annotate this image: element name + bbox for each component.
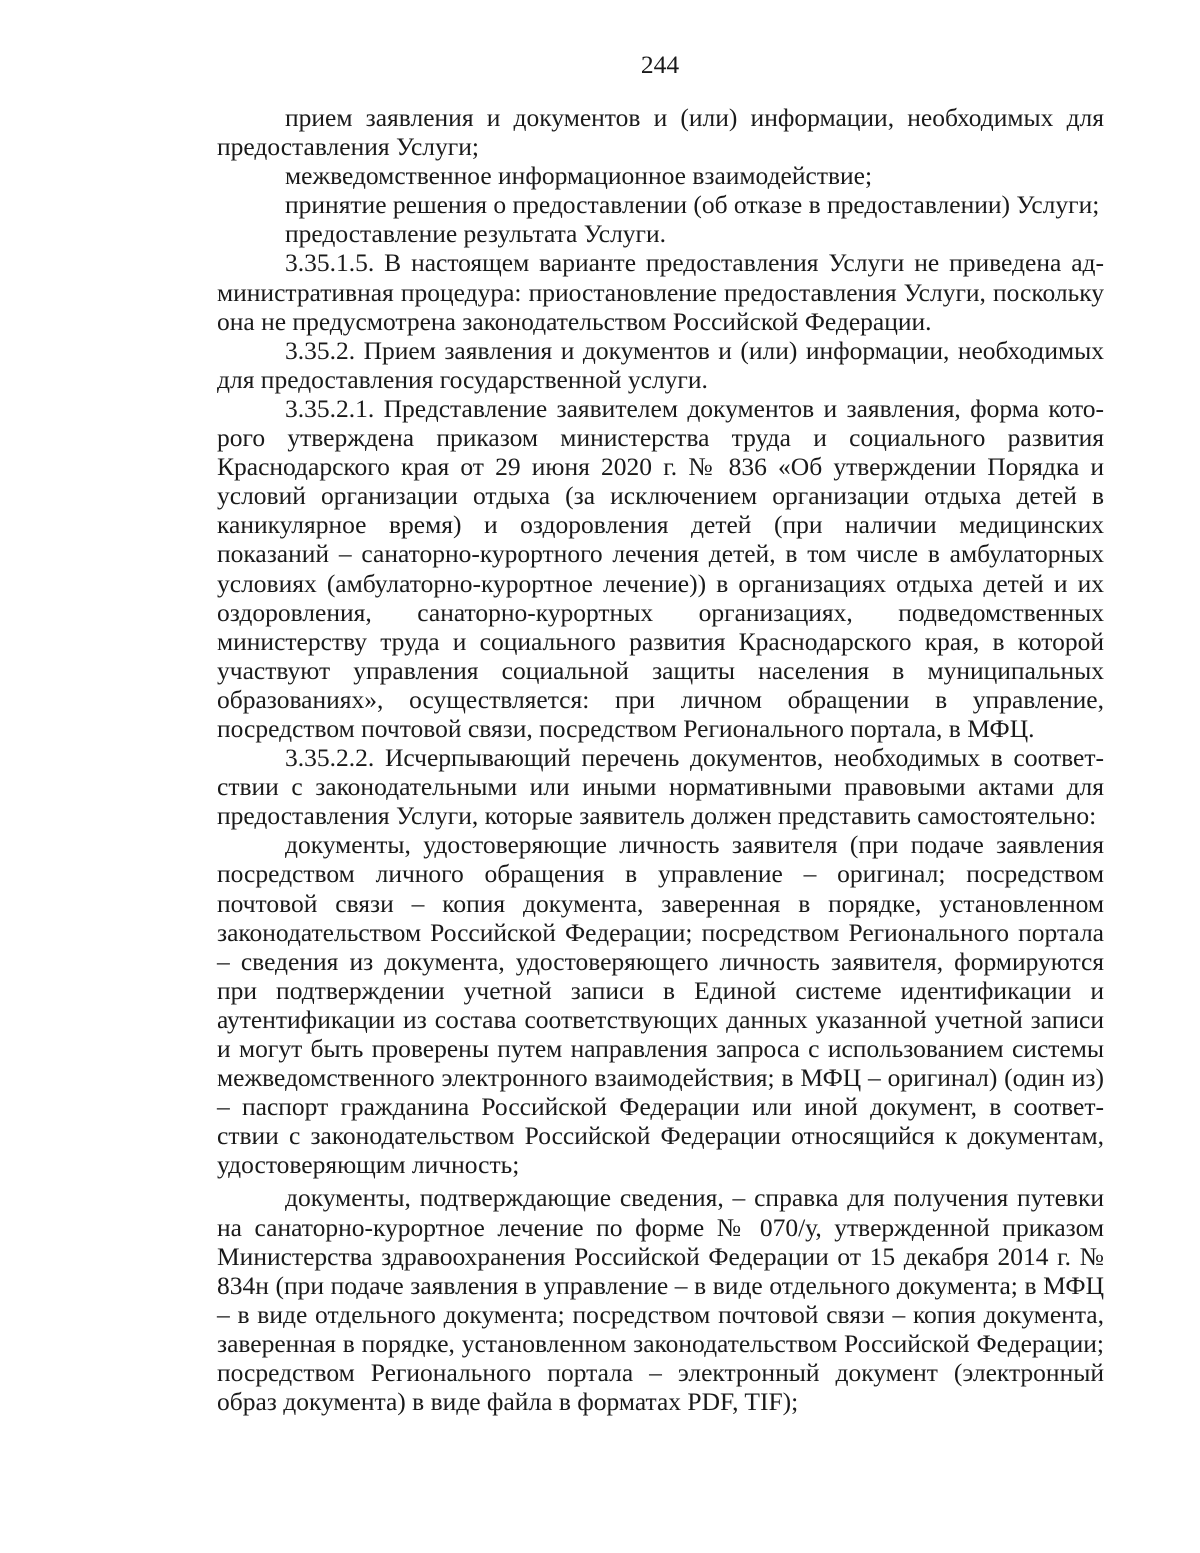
page-number: 244 xyxy=(640,50,680,79)
paragraph-3-35-1-5: 3.35.1.5. В настоящем варианте предоставления Услуги не приведена административная процедура: приостановление предоставления Услуги, поскольку она не предусмотрена законодательством Российской Федерации. xyxy=(217,248,1104,336)
paragraph-supporting-documents: документы, подтверждающие сведения, – справка для получения путевки на санаторно-курортное лечение по форме № 070/у, утвержденной приказом Министерства здравоохранения Российской Федерации от 15 декабря 2014 г. № 834н (при подаче заявления в управление – в виде отдельного документа; в МФЦ – в виде отдельного документа; посредством почтовой связи – копия документа, заверенная в порядке, установленном законодательством Российской Федерации; посредством Регионального портала – электронный документ (электронный образ документа) в виде файла в форматах PDF, TIF); xyxy=(217,1183,1104,1417)
paragraph-identity-documents: документы, удостоверяющие личность заявителя (при подаче заявления посредством личного обращения в управление – оригинал; посредством почтовой связи – копия документа, заверенная в порядке, установленном законодательством Российской Федерации; посредством Регионального портала – сведения из документа, удостоверяющего личность заявителя, формируются при подтверждении учетной записи в Единой системе идентификации и аутентификации из состава соответствующих данных указанной учетной записи и могут быть проверены путем направления запроса с использованием системы межведомственного электронного взаимодействия; в МФЦ – оригинал) (один из) – паспорт гражданина Российской Федерации или иной документ, в соответствии с законодательством Российской Федерации относящийся к документам, удостоверяющим личность; xyxy=(217,830,1104,1180)
paragraph-list-item-4: предоставление результата Услуги. xyxy=(285,219,667,249)
document-body xyxy=(217,103,1104,1416)
paragraph-list-item-2: межведомственное информационное взаимодействие; xyxy=(285,161,873,191)
paragraph-3-35-2: 3.35.2. Прием заявления и документов и (или) информации, необходимых для предоставления государственной услуги. xyxy=(217,335,1104,394)
paragraph-3-35-2-1: 3.35.2.1. Представление заявителем документов и заявления, форма которого утверждена приказом министерства труда и социального развития Краснодарского края от 29 июня 2020 г. № 836 «Об утверждении Порядка и условий организации отдыха (за исключением организации отдыха детей в каникулярное время) и оздоровления детей (при наличии медицинских показаний – санаторно-курортного лечения детей, в том числе в амбулаторных условиях (амбулаторно-курортное лечение)) в организациях отдыха детей и их оздоровления, санаторно-курортных организациях, подведомственных министерству труда и социального развития Краснодарского края, в которой участвуют управления социальной защиты населения в муниципальных образованиях», осуществляется: при личном обращении в управление, посредством почтовой связи, посредством Регионального портала, в МФЦ. xyxy=(217,393,1104,743)
paragraph-list-item-1: прием заявления и документов и (или) информации, необходимых для предоставления Услуги; xyxy=(217,103,1104,162)
paragraph-list-item-3: принятие решения о предоставлении (об отказе в предоставлении) Услуги; xyxy=(285,190,1100,220)
paragraph-3-35-2-2: 3.35.2.2. Исчерпывающий перечень документов, необходимых в соответствии с законодательными или иными нормативными правовыми актами для предоставления Услуги, которые заявитель должен представить самостоятельно: xyxy=(217,743,1104,831)
